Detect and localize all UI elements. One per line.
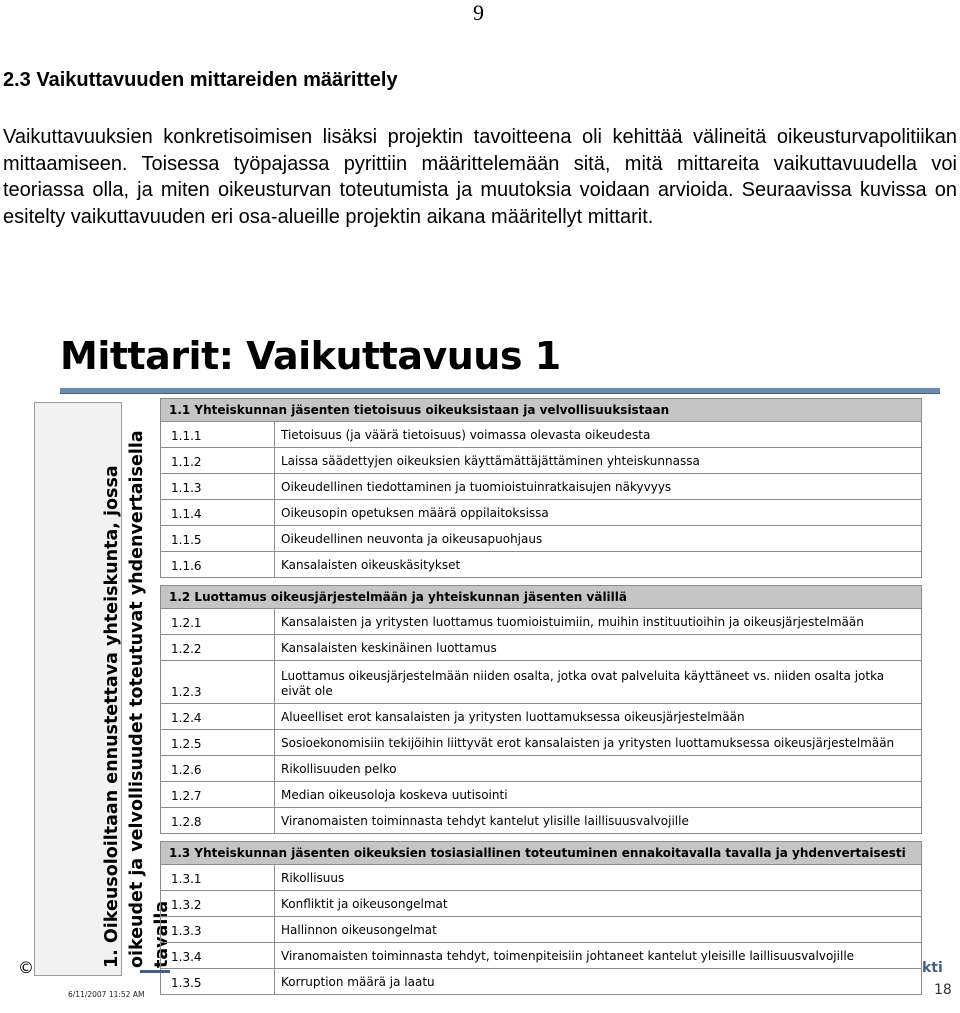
copyright-symbol: © <box>18 958 34 977</box>
indicator-description: Luottamus oikeusjärjestelmään niiden osalta, jotka ovat palveluita käyttäneet vs. niiden osalta jotka eivät ole <box>281 669 885 698</box>
slide-title: Mittarit: Vaikuttavuus 1 <box>60 334 561 378</box>
indicator-code: 1.2.3 <box>161 661 275 703</box>
indicator-code: 1.2.2 <box>161 635 275 660</box>
indicator-code: 1.2.1 <box>161 609 275 634</box>
page-number: 9 <box>473 0 484 25</box>
indicator-description: Tietoisuus (ja väärä tietoisuus) voimassa olevasta oikeudesta <box>281 428 651 442</box>
table-row <box>160 865 922 891</box>
indicator-code: 1.3.4 <box>161 943 275 968</box>
table-section <box>160 398 922 578</box>
indicator-code: 1.3.5 <box>161 969 275 994</box>
indicator-description: Oikeudellinen tiedottaminen ja tuomioistuinratkaisujen näkyvyys <box>281 480 672 494</box>
indicator-code: 1.2.5 <box>161 730 275 755</box>
indicator-code: 1.2.7 <box>161 782 275 807</box>
indicator-code: 1.1.4 <box>161 500 275 525</box>
table-row <box>160 609 922 635</box>
indicator-description: Alueelliset erot kansalaisten ja yritysten luottamuksessa oikeusjärjestelmään <box>281 710 745 724</box>
title-underline-thin <box>60 393 940 394</box>
indicator-code: 1.1.2 <box>161 448 275 473</box>
table-row <box>160 661 922 704</box>
indicator-description: Hallinnon oikeusongelmat <box>281 923 437 937</box>
table-row <box>160 526 922 552</box>
indicator-code: 1.3.1 <box>161 865 275 890</box>
indicator-description: Laissa säädettyjen oikeuksien käyttämättäjättäminen yhteiskunnassa <box>281 454 700 468</box>
table-row <box>160 969 922 995</box>
section-header: 1.1 Yhteiskunnan jäsenten tietoisuus oikeuksistaan ja velvollisuuksistaan <box>160 398 922 422</box>
side-label-text: 1. Oikeusoloiltaan ennustettava yhteiskunta, jossa oikeudet ja velvollisuudet toteutuvat yhdenvertaisella tavalla <box>102 430 172 968</box>
table-section <box>160 841 922 995</box>
section-heading: 2.3 Vaikuttavuuden mittareiden määrittely <box>3 69 398 91</box>
indicator-table <box>160 398 922 1002</box>
indicator-description: Viranomaisten toiminnasta tehdyt kantelut ylisille laillisuusvalvojille <box>281 814 689 828</box>
indicator-description: Sosioekonomisiin tekijöihin liittyvät erot kansalaisten ja yritysten luottamuksessa oikeusjärjestelmään <box>281 736 895 750</box>
table-row <box>160 448 922 474</box>
table-section <box>160 585 922 834</box>
indicator-description: Viranomaisten toiminnasta tehdyt, toimenpiteisiin johtaneet kantelut yleisille laillisuusvalvojille <box>281 949 855 963</box>
indicator-code: 1.1.1 <box>161 422 275 447</box>
table-row <box>160 474 922 500</box>
indicator-code: 1.3.2 <box>161 891 275 916</box>
indicator-code: 1.2.4 <box>161 704 275 729</box>
table-row <box>160 730 922 756</box>
table-row <box>160 782 922 808</box>
table-row <box>160 422 922 448</box>
indicator-code: 1.3.3 <box>161 917 275 942</box>
footer-logo-bar <box>140 970 170 973</box>
table-row <box>160 552 922 578</box>
indicator-description: Kansalaisten ja yritysten luottamus tuomioistuimiin, muihin instituutioihin ja oikeusjärjestelmään <box>281 615 864 629</box>
section-header: 1.3 Yhteiskunnan jäsenten oikeuksien tosiasiallinen toteutuminen ennakoitavalla tavalla ja yhdenvertaisesti <box>160 841 922 865</box>
table-row <box>160 891 922 917</box>
indicator-description: Median oikeusoloja koskeva uutisointi <box>281 788 508 802</box>
table-row <box>160 917 922 943</box>
table-row <box>160 500 922 526</box>
indicator-code: 1.1.3 <box>161 474 275 499</box>
indicator-code: 1.2.8 <box>161 808 275 833</box>
slide-number: 18 <box>934 982 952 998</box>
indicator-code: 1.1.5 <box>161 526 275 551</box>
indicator-code: 1.1.6 <box>161 552 275 577</box>
indicator-description: Kansalaisten keskinäinen luottamus <box>281 641 497 655</box>
indicator-description: Korruption määrä ja laatu <box>281 975 435 989</box>
table-row <box>160 943 922 969</box>
table-row <box>160 704 922 730</box>
table-row <box>160 808 922 834</box>
slide-date: 6/11/2007 11:52 AM <box>68 990 145 999</box>
indicator-description: Oikeudellinen neuvonta ja oikeusapuohjaus <box>281 532 543 546</box>
body-paragraph: Vaikuttavuuksien konkretisoimisen lisäksi projektin tavoitteena oli kehittää välineitä oikeusturvapolitiikan mittaamiseen. Toisessa työpajassa pyrittiin määrittelemään sitä, mitä mittareita vaikuttavuudella voi teoriassa olla, ja miten oikeusturvan toteutumista ja muutoksia voidaan arvioida. Seuraavissa kuvissa on esitelty vaikuttavuuden eri osa-alueille projektin aikana määritellyt mittarit. <box>3 126 957 228</box>
indicator-description: Konfliktit ja oikeusongelmat <box>281 897 448 911</box>
indicator-description: Rikollisuus <box>281 871 345 885</box>
table-row <box>160 756 922 782</box>
indicator-code: 1.2.6 <box>161 756 275 781</box>
footer-logo-text: kti <box>922 960 943 976</box>
table-row <box>160 635 922 661</box>
indicator-description: Rikollisuuden pelko <box>281 762 397 776</box>
section-header: 1.2 Luottamus oikeusjärjestelmään ja yhteiskunnan jäsenten välillä <box>160 585 922 609</box>
indicator-description: Oikeusopin opetuksen määrä oppilaitoksissa <box>281 506 549 520</box>
indicator-description: Kansalaisten oikeuskäsitykset <box>281 558 461 572</box>
